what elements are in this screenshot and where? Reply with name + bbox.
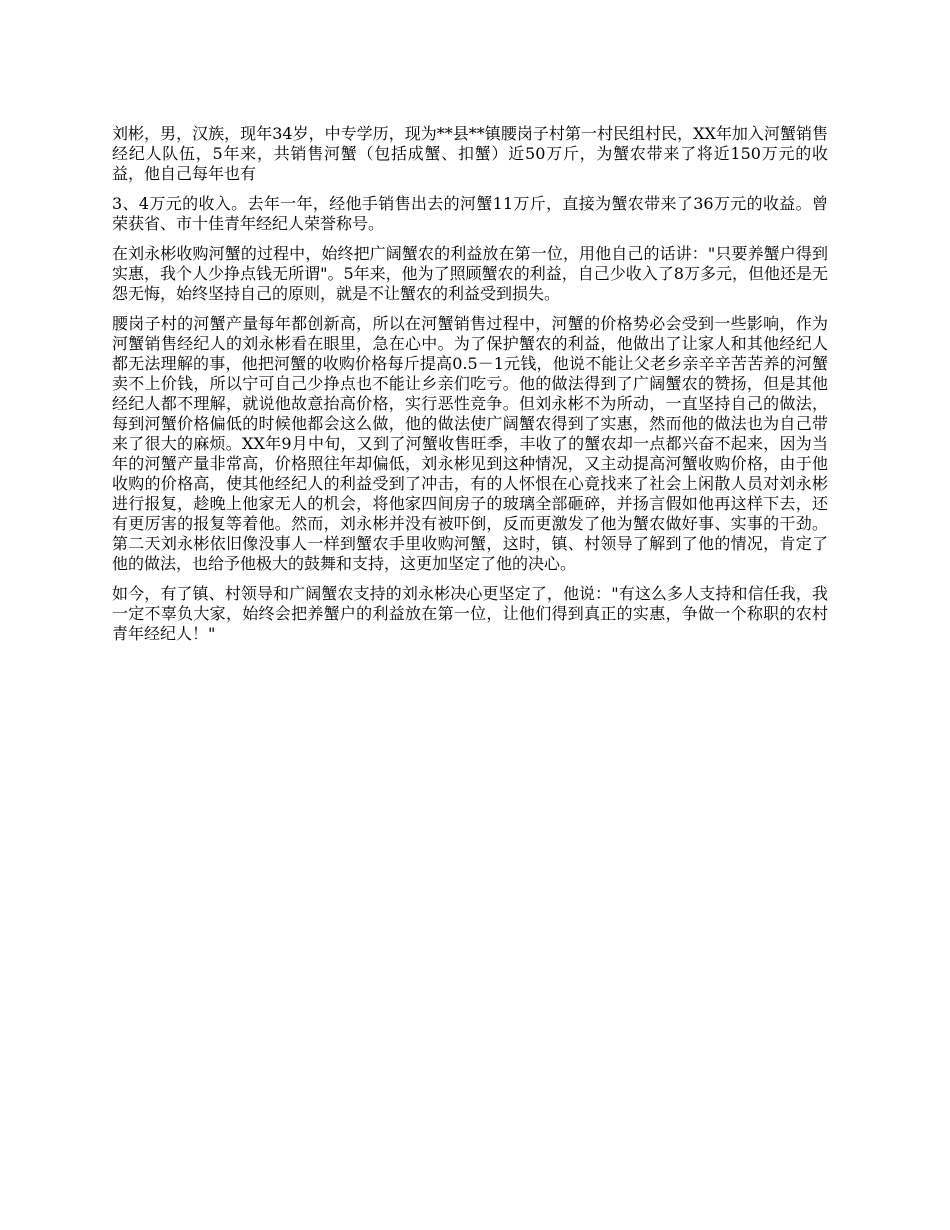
document-page [112, 124, 828, 654]
paragraph-3: 在刘永彬收购河蟹的过程中，始终把广阔蟹农的利益放在第一位，用他自己的话讲："只要养蟹户得到实惠，我个人少挣点钱无所谓"。5年来，他为了照顾蟹农的利益，自己少收入了8万多元，但他还是无怨无悔，始终坚持自己的原则，就是不让蟹农的利益受到损失。 [112, 244, 828, 303]
paragraph-2: 3、4万元的收入。去年一年，经他手销售出去的河蟹11万斤，直接为蟹农带来了36万元的收益。曾荣获省、市十佳青年经纪人荣誉称号。 [112, 194, 828, 233]
paragraph-1: 刘彬，男，汉族，现年34岁，中专学历，现为**县**镇腰岗子村第一村民组村民，XX年加入河蟹销售经纪人队伍，5年来，共销售河蟹（包括成蟹、扣蟹）近50万斤，为蟹农带来了将近150万元的收益，他自己每年也有 [112, 124, 828, 183]
paragraph-5: 如今，有了镇、村领导和广阔蟹农支持的刘永彬决心更坚定了，他说："有这么多人支持和信任我，我一定不辜负大家，始终会把养蟹户的利益放在第一位，让他们得到真正的实惠，争做一个称职的农村青年经纪人！" [112, 584, 828, 643]
paragraph-4: 腰岗子村的河蟹产量每年都创新高，所以在河蟹销售过程中，河蟹的价格势必会受到一些影响，作为河蟹销售经纪人的刘永彬看在眼里，急在心中。为了保护蟹农的利益，他做出了让家人和其他经纪人都无法理解的事，他把河蟹的收购价格每斤提高0.5－1元钱，他说不能让父老乡亲辛辛苦苦养的河蟹卖不上价钱，所以宁可自己少挣点也不能让乡亲们吃亏。他的做法得到了广阔蟹农的赞扬，但是其他经纪人都不理解，就说他故意抬高价格，实行恶性竞争。但刘永彬不为所动，一直坚持自己的做法，每到河蟹价格偏低的时候他都会这么做，他的做法使广阔蟹农得到了实惠，然而他的做法也为自己带来了很大的麻烦。XX年9月中旬，又到了河蟹收售旺季，丰收了的蟹农却一点都兴奋不起来，因为当年的河蟹产量非常高，价格照往年却偏低，刘永彬见到这种情况，又主动提高河蟹收购价格，由于他收购的价格高，使其他经纪人的利益受到了冲击，有的人怀恨在心竟找来了社会上闲散人员对刘永彬进行报复，趁晚上他家无人的机会，将他家四间房子的玻璃全部砸碎，并扬言假如他再这样下去，还有更厉害的报复等着他。然而，刘永彬并没有被吓倒，反而更激发了他为蟹农做好事、实事的干劲。第二天刘永彬依旧像没事人一样到蟹农手里收购河蟹，这时，镇、村领导了解到了他的情况，肯定了他的做法，也给予他极大的鼓舞和支持，这更加坚定了他的决心。 [112, 314, 828, 573]
